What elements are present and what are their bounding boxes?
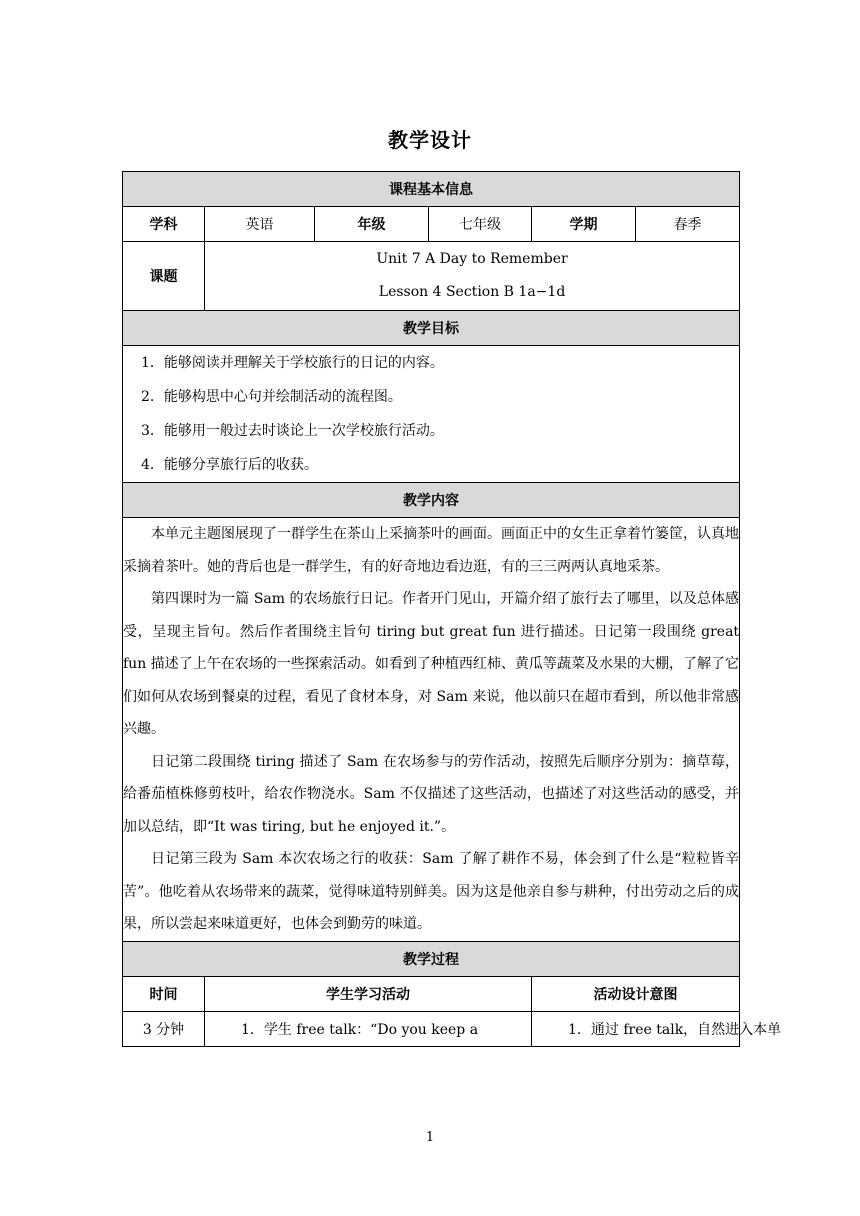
- topic-unit: Unit 7 A Day to Remember: [376, 251, 568, 267]
- page-number: 1: [425, 1130, 435, 1145]
- term-label: 学期: [532, 207, 636, 242]
- basic-info-header: 课程基本信息: [123, 172, 740, 207]
- process-col-intent: 活动设计意图: [532, 976, 740, 1011]
- process-intent-cell: [532, 1011, 782, 1046]
- process-activity: 1．学生 free talk：“Do you keep a: [241, 1021, 479, 1038]
- topic-lesson: Lesson 4 Section B 1a−1d: [378, 284, 566, 300]
- page-title: 教学设计: [388, 128, 472, 152]
- content-row: [123, 518, 740, 942]
- content-paragraph: 第四课时为一篇 Sam 的农场旅行日记。作者开门见山，开篇介绍了旅行去了哪里，以及总体感受，呈现主旨句。然后作者围绕主旨句 tiring but great fun 进行描述。日记第一段围绕 great fun 描述了上午在农场的一些探索活动。如看到了种植西红柿、黄瓜等蔬菜及水果的大棚，了解了它们如何从农场到餐桌的过程，看见了食材本身，对 Sam 来说，他以前只在超市看到，所以他非常感兴趣。: [123, 591, 740, 737]
- content-paragraph: 本单元主题图展现了一群学生在茶山上采摘茶叶的画面。画面正中的女生正拿着竹篓筐，认真地采摘着茶叶。她的背后也是一群学生，有的好奇地边看边逛，有的三三两两认真地采茶。: [123, 526, 740, 575]
- process-col-time: 时间: [123, 976, 205, 1011]
- topic-row: [123, 242, 740, 311]
- subject-label: 学科: [123, 207, 205, 242]
- objectives-row: [123, 346, 740, 483]
- objectives-header: 教学目标: [123, 311, 740, 346]
- basic-info-header-row: [123, 172, 740, 207]
- content-paragraph: 日记第二段围绕 tiring 描述了 Sam 在农场参与的劳作活动，按照先后顺序分别为：摘草莓，给番茄植株修剪枝叶，给农作物浇水。Sam 不仅描述了这些活动，也描述了对这些活动的感受，并加以总结，即“It was tiring, but he enjoyed it.”。: [123, 753, 740, 835]
- content-header-row: [123, 483, 740, 518]
- process-header: 教学过程: [123, 941, 740, 976]
- objectives-list: [123, 346, 740, 483]
- process-row: [123, 1011, 740, 1046]
- grade-label: 年级: [315, 207, 429, 242]
- subject-row: [123, 207, 740, 242]
- subject-value: 英语: [205, 207, 315, 242]
- objective-item: 1．能够阅读并理解关于学校旅行的日记的内容。: [141, 355, 444, 371]
- objective-item: 3．能够用一般过去时谈论上一次学校旅行活动。: [141, 423, 444, 439]
- topic-value: [205, 242, 740, 311]
- process-header-row: [123, 941, 740, 976]
- objective-item: 2．能够构思中心句并绘制活动的流程图。: [141, 389, 402, 405]
- topic-label: 课题: [123, 242, 205, 311]
- objective-item: 4．能够分享旅行后的收获。: [141, 457, 318, 473]
- content-body: [123, 518, 740, 942]
- content-header: 教学内容: [123, 483, 740, 518]
- process-time: 3 分钟: [123, 1011, 205, 1046]
- process-col-activity: 学生学习活动: [205, 976, 532, 1011]
- content-paragraph: 日记第三段为 Sam 本次农场之行的收获：Sam 了解了耕作不易，体会到了什么是“粒粒皆辛苦”。他吃着从农场带来的蔬菜，觉得味道特别鲜美。因为这是他亲自参与耕种，付出劳动之后的成果，所以尝起来味道更好，也体会到勤劳的味道。: [123, 851, 740, 932]
- process-columns-row: [123, 976, 740, 1011]
- grade-value: 七年级: [429, 207, 532, 242]
- term-value: 春季: [636, 207, 740, 242]
- objectives-header-row: [123, 311, 740, 346]
- process-activity-cell: [205, 1011, 532, 1046]
- lesson-plan-table: [122, 171, 782, 1047]
- process-intent: 1．通过 free talk，自然进入本单: [568, 1021, 782, 1038]
